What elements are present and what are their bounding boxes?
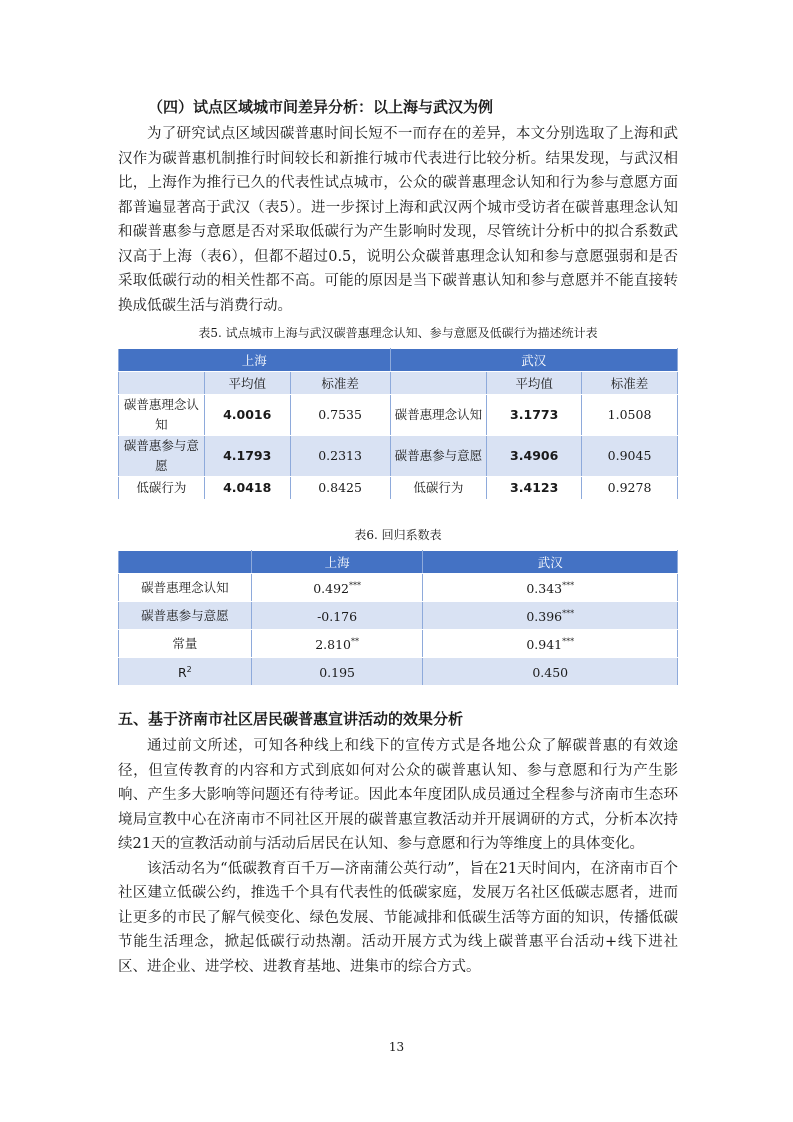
wh-coef: 0.396***	[423, 602, 678, 630]
row-label: 碳普惠参与意愿	[390, 436, 487, 477]
table-row	[119, 630, 678, 658]
wh-mean: 3.4906	[487, 436, 582, 477]
wh-coef: 0.450	[423, 658, 678, 686]
table-6-city-shanghai: 上海	[251, 551, 423, 574]
table-row	[119, 574, 678, 602]
table-6	[118, 550, 678, 686]
table-5-caption: 表5. 试点城市上海与武汉碳普惠理念认知、参与意愿及低碳行为描述统计表	[198, 326, 598, 340]
section-5-title: 五、基于济南市社区居民碳普惠宣讲活动的效果分析	[118, 710, 464, 728]
sh-coef: 2.810**	[251, 630, 423, 658]
row-label: 碳普惠理念认知	[390, 395, 487, 436]
wh-sd: 0.9278	[582, 477, 678, 500]
row-label: 碳普惠理念认知	[119, 574, 252, 602]
wh-sd: 0.9045	[582, 436, 678, 477]
table-5-blank-header-2	[390, 372, 487, 395]
table-5-col-sd-sh: 标准差	[290, 372, 390, 395]
section-5-paragraph-1: 通过前文所述，可知各种线上和线下的宣传方式是各地公众了解碳普惠的有效途径，但宣传教育的内容和方式到底如何对公众的碳普惠认知、参与意愿和行为产生影响、产生多大影响等问题还有待考证。因此本年度团队成员通过全程参与济南市生态环境局宣教中心在济南市不同社区开展的碳普惠宣教活动并开展调研的方式，分析本次持续21天的宣教活动前与活动后居民在认知、参与意愿和行为等维度上的具体变化。	[118, 738, 678, 852]
sh-coef: 0.492***	[251, 574, 423, 602]
table-6-blank-header	[119, 551, 252, 574]
table-row	[119, 436, 678, 477]
wh-mean: 3.1773	[487, 395, 582, 436]
row-label: 低碳行为	[119, 477, 205, 500]
section-5-paragraph-2: 该活动名为“低碳教育百千万—济南蒲公英行动”，旨在21天时间内，在济南市百个社区建立低碳公约，推选千个具有代表性的低碳家庭，发展万名社区低碳志愿者，进而让更多的市民了解气候变化、绿色发展、节能减排和低碳生活等方面的知识，传播低碳节能生活理念，掀起低碳行动热潮。活动开展方式为线上碳普惠平台活动+线下进社区、进企业、进学校、进教育基地、进集市的综合方式。	[118, 860, 678, 975]
sh-coef: -0.176	[251, 602, 423, 630]
section-4-paragraph: 为了研究试点区域因碳普惠时间长短不一而存在的差异，本文分别选取了上海和武汉作为碳普惠机制推行时间较长和新推行城市代表进行比较分析。结果发现，与武汉相比，上海作为推行已久的代表性试点城市，公众的碳普惠理念认知和行为参与意愿方面都普遍显著高于武汉（表5）。进一步探讨上海和武汉两个城市受访者在碳普惠理念认知和碳普惠参与意愿是否对采取低碳行为产生影响时发现，尽管统计分析中的拟合系数武汉高于上海（表6），但都不超过0.5，说明公众碳普惠理念认知和参与意愿强弱和是否采取低碳行动的相关性都不高。可能的原因是当下碳普惠认知和参与意愿并不能直接转换成低碳生活与消费行动。	[118, 126, 678, 314]
table-5-col-mean-sh: 平均值	[204, 372, 290, 395]
table-row	[119, 602, 678, 630]
table-5	[118, 348, 678, 500]
sh-sd: 0.2313	[290, 436, 390, 477]
table-5-city-shanghai: 上海	[119, 349, 391, 372]
row-label: 碳普惠理念认知	[119, 395, 205, 436]
table-6-caption: 表6. 回归系数表	[354, 528, 442, 542]
table-5-city-wuhan: 武汉	[390, 349, 678, 372]
table-row	[119, 658, 678, 686]
sh-sd: 0.7535	[290, 395, 390, 436]
document-page	[118, 96, 678, 979]
sh-mean: 4.1793	[204, 436, 290, 477]
wh-coef: 0.343***	[423, 574, 678, 602]
row-label: $R^2$	[119, 658, 252, 686]
row-label: 低碳行为	[390, 477, 487, 500]
table-6-city-wuhan: 武汉	[423, 551, 678, 574]
wh-coef: 0.941***	[423, 630, 678, 658]
section-4-title: （四）试点区域城市间差异分析：以上海与武汉为例	[148, 98, 494, 116]
sh-coef: 0.195	[251, 658, 423, 686]
wh-sd: 1.0508	[582, 395, 678, 436]
wh-mean: 3.4123	[487, 477, 582, 500]
table-row	[119, 477, 678, 500]
sh-sd: 0.8425	[290, 477, 390, 500]
table-row	[119, 395, 678, 436]
row-label: 碳普惠参与意愿	[119, 602, 252, 630]
table-5-blank-header	[119, 372, 205, 395]
row-label: 碳普惠参与意愿	[119, 436, 205, 477]
page-number: 13	[388, 1040, 405, 1054]
table-5-col-sd-wh: 标准差	[582, 372, 678, 395]
table-5-col-mean-wh: 平均值	[487, 372, 582, 395]
row-label: 常量	[119, 630, 252, 658]
sh-mean: 4.0418	[204, 477, 290, 500]
sh-mean: 4.0016	[204, 395, 290, 436]
